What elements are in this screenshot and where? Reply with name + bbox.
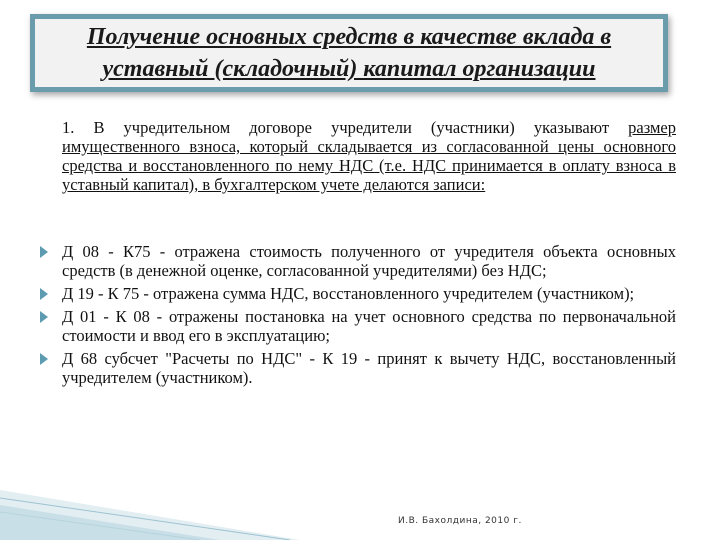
list-item <box>40 349 676 387</box>
footer-author: И.В. Бахолдина, 2010 г. <box>398 516 522 526</box>
entries-list <box>40 242 676 391</box>
intro-underlined: размер имущественного взноса, который складывается из согласованной цены основного средства и восстановленного по нему НДС (т.е. НДС принимается в оплату взноса в уставный капитал), в бухгалтерском учете делаются записи: <box>62 118 676 194</box>
triangle-bullet-icon <box>40 353 48 365</box>
list-item <box>40 284 676 303</box>
list-item-text: Д 08 - К75 - отражена стоимость полученного от учредителя объекта основных средств (в денежной оценке, согласованной учредителями) без НДС; <box>62 242 676 280</box>
triangle-bullet-icon <box>40 246 48 258</box>
triangle-bullet-icon <box>40 311 48 323</box>
title-frame <box>30 14 668 92</box>
corner-decoration <box>0 450 300 540</box>
intro-lead: 1. В учредительном договоре учредители (участники) указывают <box>62 118 629 137</box>
triangle-bullet-icon <box>40 288 48 300</box>
list-item-text: Д 68 субсчет "Расчеты по НДС" - К 19 - принят к вычету НДС, восстановленный учредителем (участником). <box>62 349 676 387</box>
list-item-text: Д 01 - К 08 - отражены постановка на учет основного средства по первоначальной стоимости и ввод его в эксплуатацию; <box>62 307 676 345</box>
intro-paragraph <box>62 118 676 194</box>
list-item <box>40 242 676 280</box>
list-item <box>40 307 676 345</box>
slide-title: Получение основных средств в качестве вклада в уставный (складочный) капитал организации <box>86 24 612 82</box>
list-item-text: Д 19 - К 75 - отражена сумма НДС, восстановленного учредителем (участником); <box>62 284 635 303</box>
